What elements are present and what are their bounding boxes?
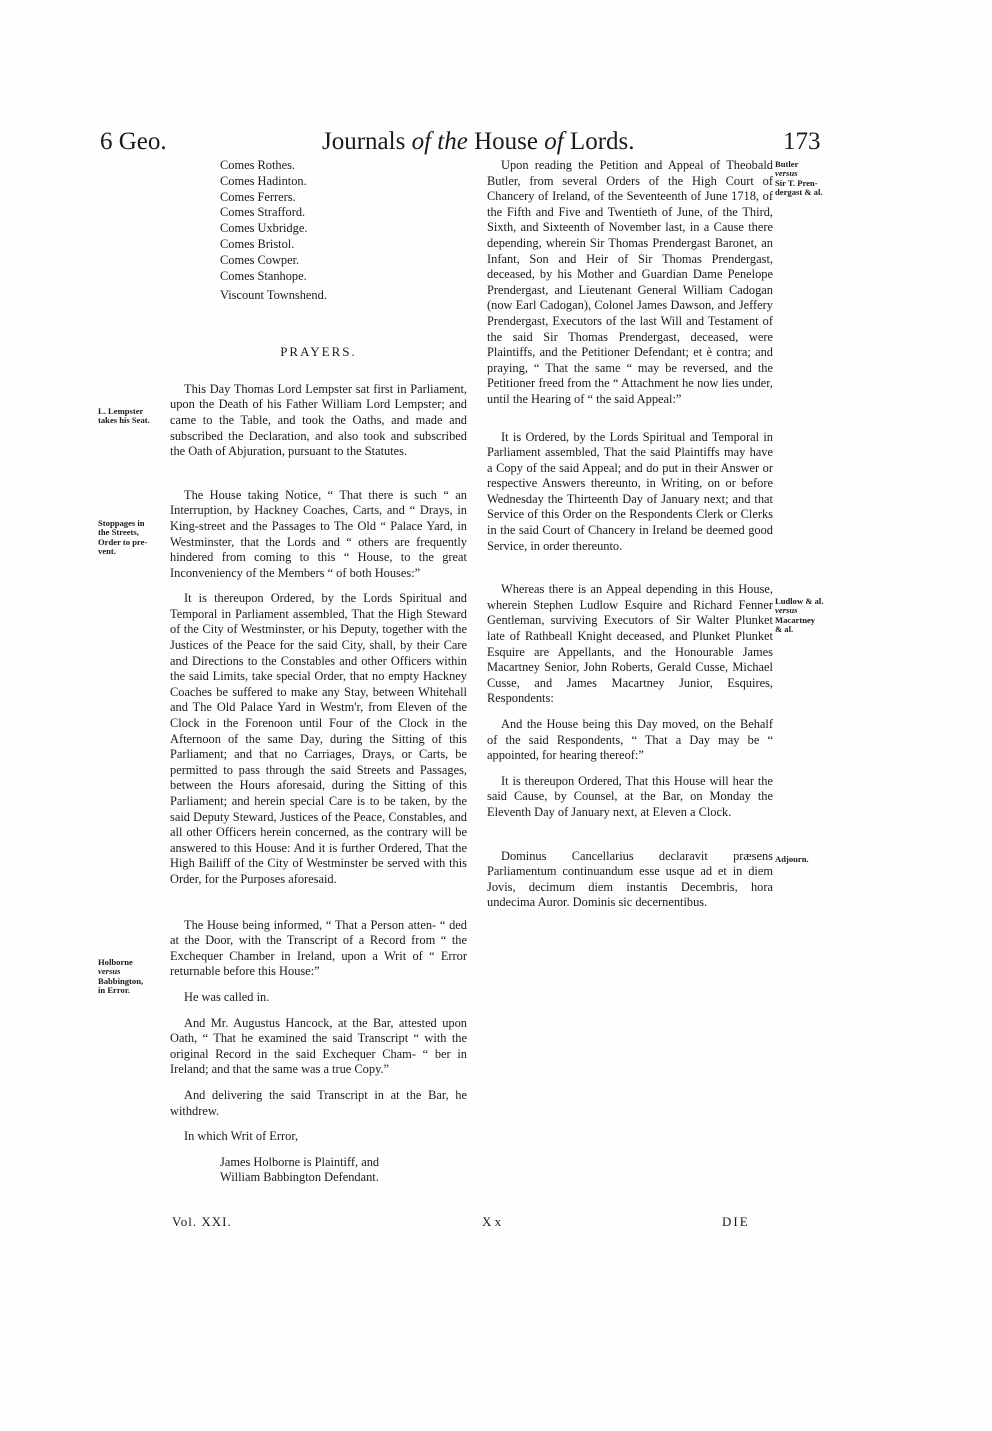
paragraph-called-in: He was called in.: [184, 989, 270, 1004]
page-number: 173: [783, 128, 821, 155]
margin-note-line: Order to pre-: [98, 536, 148, 547]
left-column: [170, 158, 467, 1186]
margin-note-line: vent.: [98, 546, 116, 557]
margin-note-line: Holborne: [98, 957, 133, 967]
title-part: of: [411, 128, 432, 155]
attendee: Comes Hadinton.: [220, 173, 307, 188]
journal-title: [322, 128, 635, 156]
title-part: Lords.: [569, 128, 635, 155]
paragraph-lempster: This Day Thomas Lord Lempster sat first in Parliament, upon the Death of his Father William Lord Lempster; and came to the Table, and took the Oaths, and made and subscribed the Declaration, and also took and subscribed the Oath of Abjuration, pursuant to the Statutes.: [170, 381, 467, 459]
writ-plaintiff: James Holborne is Plaintiff, and: [220, 1154, 380, 1169]
margin-note-holborne: [98, 958, 168, 996]
right-column: [487, 158, 773, 911]
paragraph-adjournment: Dominus Cancellarius declaravit præsens Parliamentum continuandum esse usque ad et in diem Jovis, decimum diem instantis Decembris, hora undecima Auror. Dominis sic decernentibus.: [487, 848, 773, 910]
margin-note-line: versus: [775, 168, 798, 179]
attendee: Comes Stanhope.: [220, 268, 307, 283]
margin-note-butler: [775, 160, 853, 198]
paragraph-ludlow-appeal: Whereas there is an Appeal depending in this House, wherein Stephen Ludlow Esquire and Richard Fenner Gentleman, surviving Executors of Sir Walter Plunket late of Rathbeall Knight deceased, and Plunket Plunket Esquire are Appellants, and the Honourable James Macartney Senior, John Roberts, Gerald Cusse, Michael Cusse, and James Macartney Junior, Esquires, Respondents:: [487, 582, 773, 706]
title-part: the: [437, 128, 468, 155]
margin-note-line: & al.: [775, 624, 794, 635]
margin-note-line: Macartney: [775, 614, 816, 625]
margin-note-line: Stoppages in: [98, 518, 145, 528]
attendee: Viscount Townshend.: [220, 288, 327, 303]
writ-defendant: William Babbington Defendant.: [220, 1170, 379, 1185]
margin-note-line: in Error.: [98, 985, 130, 996]
margin-note-lempster: [98, 407, 168, 426]
paragraph-withdrew: And delivering the said Transcript in at the Bar, he withdrew.: [170, 1087, 467, 1118]
margin-note-line: the Streets,: [98, 527, 139, 538]
paragraph-butler-order: It is Ordered, by the Lords Spiritual and Temporal in Parliament assembled, That the said Plaintiffs may have a Copy of the said Appeal; and do put in their Answer or respective Answers thereunto, in Writing, on or before Wednesday the Thirteenth Day of January next; and that Service of this Order on the Respondents Clerk or Clerks in the said Court of Chancery in Ireland be deemed good Service, in order thereunto.: [487, 429, 773, 553]
margin-note-line: versus: [775, 605, 798, 616]
volume-label: Vol. XXI.: [172, 1214, 232, 1229]
margin-note-line: Adjourn.: [775, 854, 809, 864]
regnal-year: 6 Geo.: [100, 128, 167, 155]
attendee: Comes Strafford.: [220, 205, 306, 220]
paragraph-hancock: And Mr. Augustus Hancock, at the Bar, attested upon Oath, “ That he examined the said Transcript “ with the original Record in the said Exchequer Cham- “ ber in Ireland; and that the same was a true Copy.”: [170, 1015, 467, 1077]
title-part: of: [544, 128, 564, 155]
margin-note-line: Sir T. Pren-: [775, 177, 818, 188]
margin-note-line: L. Lempster: [98, 406, 144, 416]
margin-note-line: takes his Seat.: [98, 415, 150, 426]
prayers-heading: PRAYERS.: [280, 344, 357, 360]
margin-note-stoppages: [98, 519, 168, 557]
paragraph-holborne: The House being informed, “ That a Person atten- “ ded at the Door, with the Transcript of a Record from “ the Exchequer Chamber in Ireland, upon a Writ of “ Error returnable before this House:”: [170, 917, 467, 979]
margin-note-line: Ludlow & al.: [775, 596, 824, 606]
margin-note-line: versus: [98, 966, 121, 977]
attendee: Comes Bristol.: [220, 236, 295, 251]
paragraph-butler-appeal: Upon reading the Petition and Appeal of Theobald Butler, from several Orders of the High Court of Chancery of Ireland, of the Seventeenth of June 1718, of the Fifth and Five and Twentieth of June, of the Third, Sixth, and Sixteenth of November last, in a Cause there depending, wherein Sir Thomas Prendergast Baronet, an Infant, Son and Heir of Sir Thomas Prendergast, deceased, by his Mother and Guardian Dame Penelope Prendergast, and Lieutenant General William Cadogan (now Earl Cadogan), Colonel James Dawson, and Jeffery Prendergast, Executors of the last Will and Testament of the said Sir Thomas Prendergast, deceased, were Plaintiffs, and the Petitioner Defendant; et è contra; and praying, “ That the same “ may be reversed, and the Petitioner freed from the “ Attachment he now lies under, until the Hearing of “ the said Appeal:”: [487, 158, 773, 406]
catchword: DIE: [722, 1214, 750, 1229]
margin-note-ludlow: [775, 597, 853, 635]
paragraph-writ: In which Writ of Error,: [184, 1129, 299, 1144]
title-part: Journals: [322, 128, 406, 155]
attendee: Comes Uxbridge.: [220, 221, 308, 236]
attendee: Comes Ferrers.: [220, 189, 296, 204]
margin-note-line: Butler: [775, 159, 799, 169]
attendance-list: [220, 158, 467, 304]
margin-note-line: Babbington,: [98, 975, 144, 986]
signature-mark: X x: [482, 1214, 502, 1229]
attendee: Comes Cowper.: [220, 252, 300, 267]
paragraph-stoppages: The House taking Notice, “ That there is such “ an Interruption, by Hackney Coaches, Carts, and “ Drays, in King-street and the Passages to The Old “ Palace Yard, in Westminster, that the Lords and “ others are frequently hindered from coming to this “ House, to the great Inconveniency of the Members “ of both Houses:”: [170, 487, 467, 580]
paragraph-ludlow-order: It is thereupon Ordered, That this House will hear the said Cause, by Counsel, at the Bar, on Monday the Eleventh Day of January next, at Eleven a Clock.: [487, 773, 773, 819]
paragraph-order: It is thereupon Ordered, by the Lords Spiritual and Temporal in Parliament assembled, That the High Steward of the City of Westminster, or his Deputy, together with the Justices of the Peace for the said City, shall, by their Care and Directions to the Constables and other Officers within the said Limits, take special Order, that no empty Hackney Coaches be suffered to make any Stay, between Whitehall and The Old Palace Yard in Westm'r, from Eleven of the Clock in the Forenoon until Four of the Clock in the Afternoon of the same Day, during the Sitting of this Parliament; and that no Carriages, Drays, or Carts, be permitted to pass through the said Streets and Passages, between the Hours aforesaid, during the Sitting of this Parliament; and herein special Care is to be taken, by the said Deputy Steward, Justices of the Peace, Constables, and all other Officers herein concerned, as the contrary will be answered to this House: And it is further Ordered, That the High Bailiff of the City of Westminster be served with this Order, for the Purposes aforesaid.: [170, 591, 467, 886]
attendee: Comes Rothes.: [220, 158, 296, 172]
margin-note-adjourn: [775, 855, 853, 864]
margin-note-line: dergast & al.: [775, 187, 823, 198]
paragraph-ludlow-moved: And the House being this Day moved, on the Behalf of the said Respondents, “ That a Day may be “ appointed, for hearing thereof:”: [487, 717, 773, 763]
writ-parties: [220, 1155, 467, 1186]
title-part: House: [474, 128, 538, 155]
